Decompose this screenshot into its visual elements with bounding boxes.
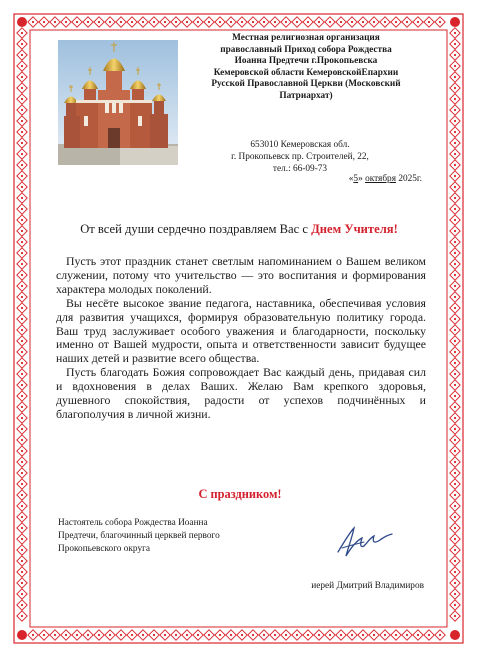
address-line: 653010 Кемеровская обл. (250, 140, 350, 150)
address-line: г. Прокопьевск пр. Строителей, 22, (231, 151, 369, 162)
date-close-quote: » (358, 174, 363, 184)
letter-date (310, 174, 422, 184)
greeting-prefix: От всей души сердечно поздравляем Вас с (80, 222, 312, 236)
address-line: тел.: 66-09-73 (272, 163, 328, 174)
signatory-line: Предтечи, благочинный церквей первого (58, 531, 220, 542)
letter-body (56, 255, 426, 422)
org-line: Кемеровской области КемеровскойЕпархии (213, 67, 399, 78)
org-line: Русской Православной Церкви (Московский (211, 79, 401, 90)
date-day: 5 (353, 174, 359, 184)
signatory-name: иерей Дмитрий Владимиров (311, 581, 424, 591)
greeting-highlight: Днем Учителя (311, 222, 394, 236)
organization-header (186, 33, 426, 103)
signatory-line: Прокопьевского округа (58, 544, 151, 555)
date-month: октября (365, 174, 396, 184)
org-line: Местная религиозная организация (232, 33, 380, 43)
org-line: Патриархат) (279, 90, 333, 101)
body-paragraph: Пусть этот праздник станет светлым напоминанием о Вашем великом служении, потому что учительство — это воспитания и формирования характера молодых поколений. (56, 254, 426, 296)
closing-wish: С праздником! (198, 487, 282, 501)
org-line: православный Приход собора Рождества (220, 44, 392, 55)
handwritten-signature-icon (334, 522, 394, 562)
address-block (190, 140, 410, 175)
signatory-title (58, 517, 288, 557)
org-line: Иоанна Предтечи г.Прокопьевска (234, 56, 378, 67)
date-year: 2025г. (398, 174, 422, 184)
signatory-line: Настоятель собора Рождества Иоанна (58, 518, 208, 528)
church-photo-icon (58, 40, 178, 165)
greeting-suffix: ! (393, 222, 398, 236)
date-open-quote: « (348, 174, 354, 184)
body-paragraph: Пусть благодать Божия сопровождает Вас каждый день, придавая сил и вдохновения в делах Ваших. Желаю Вам крепкого здоровья, душевного спокойствия, радости от успехов подчинённых и благополучия в личной жизни. (56, 365, 426, 421)
body-paragraph: Вы несёте высокое звание педагога, наставника, обеспечивая условия для развития учащихся, формируя образовательную политику города. Ваш труд заслуживает особого уважения и благодарности, поскольку именно от Вашей мудрости, опыта и ответственности зависит будущее наших детей и развитие всего общества. (56, 295, 426, 366)
greeting-line (50, 222, 428, 237)
